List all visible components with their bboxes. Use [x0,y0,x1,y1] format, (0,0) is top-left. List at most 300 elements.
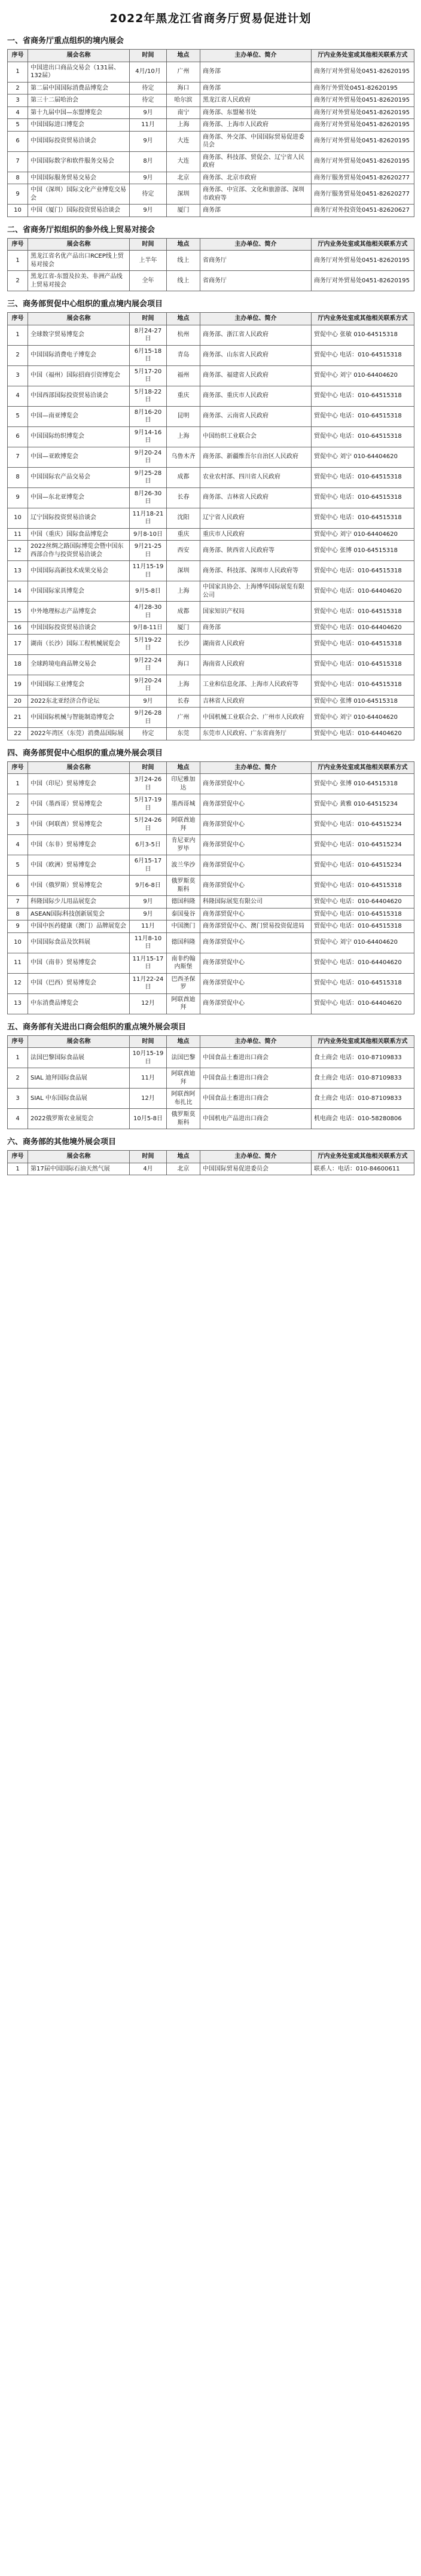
table-cell: 食土商会 电话：010-87109833 [312,1068,414,1089]
column-header: 厅内业务处室或其他相关联系方式 [312,1035,414,1048]
section-table [7,1150,414,1175]
table-header-row [8,761,414,774]
table-cell: 贸促中心 刘宁 010-64404620 [312,932,414,953]
table-cell: 待定 [130,82,167,94]
table-cell: 7 [8,151,28,172]
table-cell: 贸促中心 电话：010-64515318 [312,345,414,365]
table-row [8,835,414,855]
table-cell: 中国—南亚博览会 [28,406,130,426]
table-row [8,708,414,728]
table-cell: 商务厅对外贸易处0451-82620195 [312,94,414,107]
column-header: 地点 [167,313,200,325]
table-cell: 中国国际消费电子博览会 [28,345,130,365]
table-cell: 深圳 [167,184,200,205]
table-cell: 9月14-16日 [130,426,167,447]
table-row [8,973,414,993]
table-cell: 北京 [167,172,200,184]
table-cell: 商务厅对外贸易处0451-82620195 [312,251,414,271]
section-table [7,238,414,292]
table-cell: 福州 [167,365,200,386]
table-cell: 食土商会 电话：010-87109833 [312,1089,414,1109]
table-cell: 贸促中心 电话：010-64404620 [312,953,414,973]
table-row [8,447,414,467]
table-cell: 全年 [130,271,167,291]
table-cell: 贸促中心 电话：010-64515234 [312,855,414,876]
table-cell: 中国—亚欧博览会 [28,447,130,467]
table-cell: 贸促中心 张博 010-64515318 [312,541,414,561]
table-cell: 中国进出口商品交易会（131届、132届） [28,62,130,82]
table-cell: 中国国际纺织博览会 [28,426,130,447]
table-row [8,325,414,345]
table-cell: 全球数字贸易博览会 [28,325,130,345]
table-row [8,815,414,835]
table-cell: 9月 [130,908,167,920]
table-cell: 商务部贸促中心 [200,774,312,794]
table-cell: 上海 [167,581,200,602]
table-cell: 中国国际食品及饮料展 [28,932,130,953]
table-cell: 11月15-17日 [130,953,167,973]
table-cell: 中国西部国际投资贸易洽谈会 [28,386,130,406]
table-cell: 中国澳门 [167,920,200,933]
section-table [7,761,414,1014]
table-cell: 中国（深圳）国际文化产业博览交易会 [28,184,130,205]
table-cell: 重庆市人民政府 [200,528,312,541]
document-title: 2022年黑龙江省商务厅贸易促进计划 [109,12,312,25]
table-cell: 商务部贸促中心 [200,993,312,1014]
table-cell: 21 [8,708,28,728]
table-cell: 商务部、云南省人民政府 [200,406,312,426]
table-cell: 7 [8,896,28,909]
table-cell: 中国国际贸易促进委员会 [200,1163,312,1175]
table-cell: 5月18-22日 [130,386,167,406]
table-row [8,172,414,184]
table-cell: 中国（东非）贸易博览会 [28,835,130,855]
table-cell: 商务厅对外贸易处0451-82620195 [312,151,414,172]
table-cell: 俄罗斯莫斯科 [167,876,200,896]
table-row [8,251,414,271]
table-cell: 贸促中心 电话：010-64515318 [312,602,414,622]
table-cell: 德国科隆 [167,932,200,953]
column-header: 地点 [167,761,200,774]
table-row [8,634,414,654]
table-row [8,953,414,973]
table-cell: 海南省人民政府 [200,654,312,675]
table-cell: 中东消费品博览会 [28,993,130,1014]
table-cell: 德国科隆 [167,896,200,909]
table-cell: 中国国际投资贸易洽谈会 [28,622,130,635]
table-cell: 2022东北亚经济合作论坛 [28,695,130,708]
table-cell: 商务部 [200,205,312,217]
table-cell: 9 [8,920,28,933]
table-row [8,581,414,602]
table-cell: 13 [8,561,28,581]
table-row [8,205,414,217]
section-1 [7,34,414,217]
table-row [8,1163,414,1175]
table-cell: 9 [8,184,28,205]
table-row [8,345,414,365]
table-cell: 工业和信息化部、上海市人民政府等 [200,675,312,695]
table-cell: 5 [8,119,28,132]
document-page [0,0,421,1175]
table-cell: 9 [8,487,28,508]
table-cell: 9月6-8日 [130,876,167,896]
table-cell: 商务部、上海市人民政府 [200,119,312,132]
table-cell: 5月19-22日 [130,634,167,654]
table-cell: 4月/10月 [130,62,167,82]
table-cell: 18 [8,654,28,675]
table-cell: 8 [8,467,28,487]
table-cell: ASEAN国际科技创新展览会 [28,908,130,920]
table-cell: 6 [8,876,28,896]
table-cell: 9月 [130,205,167,217]
table-cell: 商务厅对外投资处0451-82620627 [312,205,414,217]
section-3 [7,297,414,740]
table-cell: 商务部贸促中心 [200,815,312,835]
table-cell: 3月24-26日 [130,774,167,794]
table-cell: 中国食品土畜进出口商会 [200,1068,312,1089]
table-cell: 商务部 [200,62,312,82]
table-cell: 贸促中心 黄雅 010-64515234 [312,794,414,815]
table-cell: 南非约翰内斯堡 [167,953,200,973]
table-cell: 中国国际工业博览会 [28,675,130,695]
table-cell: 商务部贸促中心 [200,973,312,993]
table-cell: 2 [8,271,28,291]
table-cell: 13 [8,993,28,1014]
table-cell: 14 [8,581,28,602]
table-cell: 贸促中心 电话：010-64515318 [312,876,414,896]
table-cell: 11月 [130,119,167,132]
table-row [8,508,414,528]
column-header: 厅内业务处室或其他相关联系方式 [312,238,414,251]
table-cell: 中国纺织工业联合会 [200,426,312,447]
table-cell: 中国（重庆）国际食品博览会 [28,528,130,541]
table-cell: 厦门 [167,622,200,635]
column-header: 序号 [8,313,28,325]
table-cell: 商务厅对外贸易处0451-82620195 [312,131,414,151]
table-cell: 长春 [167,695,200,708]
table-cell: 3 [8,365,28,386]
column-header: 展会名称 [28,1035,130,1048]
column-header: 主办单位、简介 [200,238,312,251]
table-cell: 上海 [167,675,200,695]
table-cell: 9月 [130,131,167,151]
table-cell: 联系人：电话：010-84600611 [312,1163,414,1175]
table-cell: 2 [8,345,28,365]
table-row [8,365,414,386]
table-cell: 中国（墨西哥）贸易博览会 [28,794,130,815]
column-header: 厅内业务处室或其他相关联系方式 [312,313,414,325]
table-cell: 波兰华沙 [167,855,200,876]
table-cell: 3 [8,1089,28,1109]
table-cell: 线上 [167,251,200,271]
table-row [8,426,414,447]
table-cell: 黑龙江省名优产品出口RCEP线上贸易对接会 [28,251,130,271]
table-cell: 商务部、中宣部、文化和旅游部、深圳市政府等 [200,184,312,205]
table-cell: 商务厅对外贸易处0451-82620195 [312,119,414,132]
table-cell: 9月 [130,106,167,119]
table-cell: 中国国际高新技术成果交易会 [28,561,130,581]
table-cell: 大连 [167,131,200,151]
table-cell: 12 [8,541,28,561]
table-cell: 9月 [130,172,167,184]
column-header: 展会名称 [28,238,130,251]
table-cell: 中国食品土畜进出口商会 [200,1089,312,1109]
table-cell: 商务部、北京市政府 [200,172,312,184]
column-header: 时间 [130,761,167,774]
table-row [8,654,414,675]
table-row [8,62,414,82]
table-cell: 中国国际农产品交易会 [28,467,130,487]
table-cell: 阿联酋迪拜 [167,1068,200,1089]
table-cell: 乌鲁木齐 [167,447,200,467]
table-cell: 贸促中心 电话：010-64404620 [312,622,414,635]
table-cell: 商务部贸促中心 [200,932,312,953]
table-cell: 俄罗斯莫斯科 [167,1109,200,1129]
table-cell: 贸促中心 电话：010-64515318 [312,561,414,581]
table-cell: 杭州 [167,325,200,345]
table-cell: 商务部、东盟秘书处 [200,106,312,119]
table-row [8,1109,414,1129]
table-cell: 阿联酋迪拜 [167,815,200,835]
table-cell: 商务厅服务贸易处0451-82620277 [312,184,414,205]
table-cell: 4 [8,386,28,406]
table-cell: 4 [8,106,28,119]
column-header: 序号 [8,1151,28,1163]
table-cell: 中国家具协会、上海博华国际展览有限公司 [200,581,312,602]
table-cell: 商务部 [200,82,312,94]
table-cell: 8月26-30日 [130,487,167,508]
table-cell: 中国（阿联酋）贸易博览会 [28,815,130,835]
table-cell: 9月20-24日 [130,447,167,467]
table-cell: 商务部贸促中心 [200,908,312,920]
section-table [7,1035,414,1130]
table-cell: 贸促中心 电话：010-64515318 [312,654,414,675]
table-cell: 海口 [167,654,200,675]
table-row [8,908,414,920]
table-cell: 商务厅对外贸易处0451-82620195 [312,271,414,291]
table-cell: 南宁 [167,106,200,119]
table-cell: 中国（俄罗斯）贸易博览会 [28,876,130,896]
table-cell: 9月22-24日 [130,654,167,675]
table-cell: 墨西哥城 [167,794,200,815]
table-cell: 1 [8,251,28,271]
table-cell: 6月15-18日 [130,345,167,365]
table-cell: 阿联酋迪拜 [167,993,200,1014]
table-row [8,151,414,172]
column-header: 时间 [130,1035,167,1048]
table-row [8,1068,414,1089]
table-cell: 9月8-11日 [130,622,167,635]
table-cell: 省商务厅 [200,251,312,271]
table-cell: 国家知识产权局 [200,602,312,622]
table-cell: 商务部 [200,622,312,635]
table-cell: 9月21-25日 [130,541,167,561]
table-cell: 5 [8,855,28,876]
table-cell: 阿联酋阿布扎比 [167,1089,200,1109]
table-row [8,1048,414,1068]
column-header: 厅内业务处室或其他相关联系方式 [312,50,414,62]
table-cell: 商务部、吉林省人民政府 [200,487,312,508]
table-cell: 贸促中心 电话：010-64515318 [312,908,414,920]
table-cell: 长春 [167,487,200,508]
table-cell: 6 [8,426,28,447]
column-header: 地点 [167,1151,200,1163]
table-cell: 商务部贸促中心 [200,953,312,973]
table-cell: 4月28-30日 [130,602,167,622]
table-cell: 8月16-20日 [130,406,167,426]
table-row [8,131,414,151]
table-cell: 待定 [130,94,167,107]
table-cell: 待定 [130,728,167,740]
table-cell: 中国国际进口博览会 [28,119,130,132]
column-header: 厅内业务处室或其他相关联系方式 [312,1151,414,1163]
section-heading: 二、省商务厅拟组织的参外线上贸易对接会 [7,225,155,234]
table-cell: 黑龙江省-东盟及拉美、非洲产品线上贸易对接会 [28,271,130,291]
table-cell: 贸促中心 张敏 010-64515318 [312,325,414,345]
column-header: 序号 [8,238,28,251]
table-cell: 贸促中心 刘宁 010-64404620 [312,528,414,541]
column-header: 序号 [8,761,28,774]
table-cell: 商务部、科技部、深圳市人民政府等 [200,561,312,581]
column-header: 主办单位、简介 [200,1035,312,1048]
table-cell: 商务部、福建省人民政府 [200,365,312,386]
column-header: 主办单位、简介 [200,1151,312,1163]
table-cell: 11月15-19日 [130,561,167,581]
table-cell: 9月25-28日 [130,467,167,487]
table-row [8,541,414,561]
table-cell: 厦门 [167,205,200,217]
column-header: 时间 [130,1151,167,1163]
table-cell: 1 [8,1048,28,1068]
table-cell: 商务部贸促中心 [200,835,312,855]
table-cell: 11 [8,953,28,973]
table-cell: 贸促中心 电话：010-64515318 [312,920,414,933]
table-cell: 贸促中心 电话：010-64515318 [312,675,414,695]
table-cell: 吉林省人民政府 [200,695,312,708]
column-header: 序号 [8,1035,28,1048]
table-cell: 8 [8,172,28,184]
column-header: 地点 [167,1035,200,1048]
table-cell: 贸促中心 电话：010-64404620 [312,993,414,1014]
table-cell: 贸促中心 刘宁 010-64404620 [312,708,414,728]
table-cell: 20 [8,695,28,708]
table-cell: 青岛 [167,345,200,365]
table-cell: 成都 [167,467,200,487]
table-cell: 线上 [167,271,200,291]
table-cell: 2 [8,794,28,815]
table-cell: 9月 [130,695,167,708]
table-row [8,467,414,487]
table-cell: 17 [8,634,28,654]
table-cell: SIAL 迪拜国际食品展 [28,1068,130,1089]
table-cell: 贸促中心 电话：010-64515318 [312,973,414,993]
table-cell: 16 [8,622,28,635]
table-cell: 哈尔滨 [167,94,200,107]
table-cell: 广州 [167,62,200,82]
table-cell: 商务部、科技部、贸促会、辽宁省人民政府 [200,151,312,172]
table-cell: 辽宁国际投资贸易洽谈会 [28,508,130,528]
table-cell: 贸促中心 电话：010-64404620 [312,896,414,909]
table-cell: 贸促中心 电话：010-64515318 [312,386,414,406]
table-cell: 贸促中心 刘宁 010-64404620 [312,447,414,467]
table-cell: 中国机械工业联合会、广州市人民政府 [200,708,312,728]
column-header: 时间 [130,313,167,325]
table-cell: 1 [8,62,28,82]
table-cell: 2022丝绸之路国际博览会暨中国东西部合作与投资贸易洽谈会 [28,541,130,561]
table-row [8,386,414,406]
table-cell: 3 [8,94,28,107]
table-cell: 中国国际投资贸易洽谈会 [28,131,130,151]
column-header: 地点 [167,50,200,62]
table-cell: 贸促中心 电话：010-64515318 [312,487,414,508]
table-cell: 巴西圣保罗 [167,973,200,993]
table-row [8,794,414,815]
table-cell: 5月17-20日 [130,365,167,386]
table-cell: 11月 [130,1068,167,1089]
table-cell: 商务厅外贸处0451-82620195 [312,82,414,94]
table-cell: 1 [8,774,28,794]
section-heading: 三、商务部贸促中心组织的重点境内展会项目 [7,300,163,309]
table-cell: 中国（欧洲）贸易博览会 [28,855,130,876]
column-header: 展会名称 [28,761,130,774]
table-cell: 印尼雅加达 [167,774,200,794]
table-cell: 9月 [130,896,167,909]
table-cell: 中国国际机械与智能制造博览会 [28,708,130,728]
table-row [8,876,414,896]
table-cell: 中国国际数字和软件服务交易会 [28,151,130,172]
table-cell: 中国食品土畜进出口商会 [200,1048,312,1068]
section-5 [7,1020,414,1130]
section-2 [7,223,414,292]
table-cell: 中国机电产品进出口商会 [200,1109,312,1129]
table-cell: 全球跨境电商品牌交易会 [28,654,130,675]
table-row [8,728,414,740]
table-cell: 商务部贸促中心 [200,876,312,896]
section-6 [7,1135,414,1175]
table-cell: 科隆国际少儿用品展览会 [28,896,130,909]
table-cell: 肯尼亚内罗毕 [167,835,200,855]
table-cell: 12 [8,973,28,993]
table-cell: 9月20-24日 [130,675,167,695]
table-cell: 商务部、山东省人民政府 [200,345,312,365]
table-cell: SIAL 中东国际食品展 [28,1089,130,1109]
table-cell: 东莞 [167,728,200,740]
table-cell: 广州 [167,708,200,728]
table-row [8,932,414,953]
table-cell: 5月17-19日 [130,794,167,815]
section-heading: 四、商务部贸促中心组织的重点境外展会项目 [7,748,163,758]
table-cell: 10 [8,205,28,217]
table-row [8,896,414,909]
table-cell: 昆明 [167,406,200,426]
table-cell: 10月5-8日 [130,1109,167,1129]
table-row [8,920,414,933]
table-cell: 6 [8,131,28,151]
section-heading: 五、商务部有关进出口商会组织的重点境外展会项目 [7,1022,187,1032]
column-header: 时间 [130,238,167,251]
column-header: 展会名称 [28,1151,130,1163]
table-cell: 11 [8,528,28,541]
table-header-row [8,313,414,325]
table-row [8,406,414,426]
table-cell: 商务部、浙江省人民政府 [200,325,312,345]
table-cell: 中国中医药健康（澳门）品牌展览会 [28,920,130,933]
column-header: 时间 [130,50,167,62]
table-cell: 5月24-26日 [130,815,167,835]
table-cell: 4 [8,835,28,855]
table-cell: 上半年 [130,251,167,271]
